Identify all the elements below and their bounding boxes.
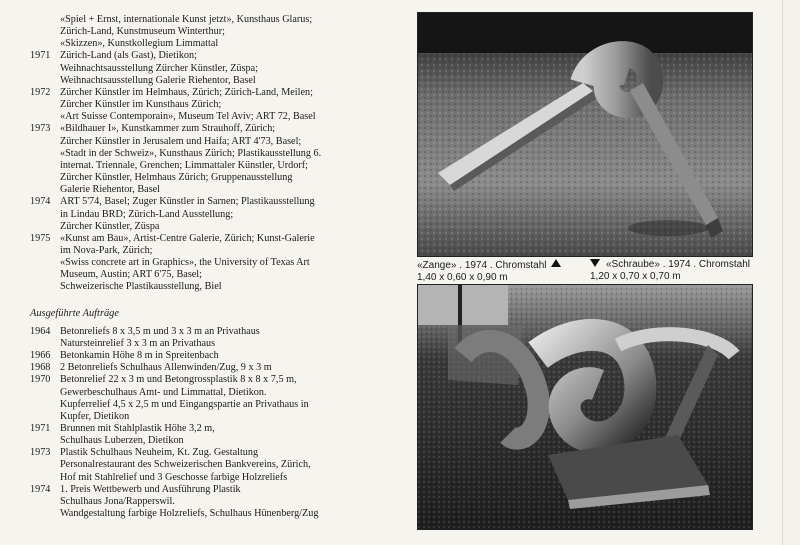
exhibition-line [30, 257, 390, 269]
caption-zange-title: «Zange» . 1974 . Chromstahl [417, 260, 547, 271]
exhibition-line-year [30, 245, 60, 257]
photo-zange-sculpture [417, 12, 753, 257]
exhibition-line-year [30, 148, 60, 160]
commission-line-year: 1970 [30, 374, 51, 386]
exhibition-line-year [30, 136, 60, 148]
commission-line-year: 1968 [30, 362, 51, 374]
commission-line-text: Schulhaus Jona/Rapperswil. [60, 495, 175, 507]
commission-line [30, 447, 390, 459]
triangle-up-icon [551, 259, 561, 267]
caption-zange [417, 259, 561, 284]
exhibition-line [30, 14, 390, 26]
exhibition-line-text: Zürcher Künstler, Helmhaus Zürich; Gruppenausstellung [60, 172, 293, 184]
exhibition-line-text: «Swiss concrete art in Graphics», the University of Texas Art [60, 257, 310, 269]
commission-line [30, 374, 390, 386]
exhibition-line-year [30, 269, 60, 281]
exhibition-line-text: Galerie Riehentor, Basel [60, 184, 161, 196]
commission-line [30, 435, 390, 447]
exhibition-line [30, 38, 390, 50]
commission-line-year [30, 399, 60, 411]
commission-line-year [30, 459, 60, 471]
commission-line-year [30, 387, 60, 399]
commission-line [30, 350, 390, 362]
exhibition-line-text: Zürcher Künstler in Jerusalem und Haifa; ART 4'73, Basel; [60, 135, 302, 147]
exhibition-line-year [30, 99, 60, 111]
commission-line [30, 338, 390, 350]
exhibition-line-text: ART 5'74, Basel; Zuger Künstler in Sarnen; Plastikausstellung [60, 196, 315, 208]
exhibition-line [30, 245, 390, 257]
commission-line-text: Wandgestaltung farbige Holzreliefs, Schulhaus Hünenberg/Zug [60, 508, 319, 520]
commission-line [30, 472, 390, 484]
exhibition-line-text: Weihnachtsausstellung Zürcher Künstler, Züspa; [60, 62, 258, 74]
commission-line-text: Betonreliefs 8 x 3,5 m und 3 x 3 m an Privathaus [60, 325, 260, 337]
commission-line-year [30, 472, 60, 484]
exhibition-line [30, 63, 390, 75]
exhibition-line [30, 26, 390, 38]
commission-line [30, 423, 390, 435]
exhibition-line-year [30, 172, 60, 184]
exhibition-line-text: «Stadt in der Schweiz», Kunsthaus Zürich; Plastikausstellung 6. [60, 147, 322, 159]
commission-line-year [30, 435, 60, 447]
commission-line-year: 1974 [30, 483, 51, 495]
exhibition-line [30, 221, 390, 233]
exhibition-line-year: 1972 [30, 86, 51, 98]
exhibition-line-text: Schweizerische Plastikausstellung, Biel [60, 281, 222, 293]
exhibition-line [30, 209, 390, 221]
commission-line [30, 508, 390, 520]
exhibition-line [30, 75, 390, 87]
exhibition-line-text: Weihnachtsausstellung Galerie Riehentor, Basel [60, 74, 256, 86]
commission-line-text: Kupfer, Dietikon [60, 410, 130, 422]
exhibition-line-year [30, 281, 60, 293]
exhibition-line-year [30, 257, 60, 269]
exhibition-line-text: Zürich-Land, Kunstmuseum Winterthur; [60, 26, 225, 38]
exhibition-line-year [30, 38, 60, 50]
exhibition-line-text: Zürich-Land (als Gast), Dietikon; [60, 50, 197, 62]
commission-line-text: Kupferrelief 4,5 x 2,5 m und Eingangspartie an Privathaus in [60, 398, 309, 410]
commission-line [30, 459, 390, 471]
exhibition-list [30, 14, 390, 294]
commission-line-text: Personalrestaurant des Schweizerischen Bankvereins, Zürich, [60, 459, 311, 471]
commission-line [30, 484, 390, 496]
exhibition-line-year [30, 63, 60, 75]
exhibition-line-text: «Spiel + Ernst, internationale Kunst jetzt», Kunsthaus Glarus; [60, 14, 313, 25]
exhibition-line-year: 1971 [30, 50, 51, 62]
text-column [30, 14, 390, 520]
caption-schraube-title: «Schraube» . 1974 . Chromstahl [606, 259, 750, 270]
exhibition-line [30, 269, 390, 281]
caption-schraube [590, 259, 750, 283]
commission-line-text: Plastik Schulhaus Neuheim, Kt. Zug. Gestaltung [60, 447, 259, 459]
exhibition-line-year [30, 111, 60, 123]
exhibition-line-year [30, 209, 60, 221]
exhibition-line [30, 196, 390, 208]
photo-schraube-sculpture [417, 284, 753, 530]
exhibition-line-text: Museum, Austin; ART 6'75, Basel; [60, 269, 202, 281]
exhibition-line-text: «Bildhauer I», Kunstkammer zum Strauhoff, Zürich; [60, 123, 276, 135]
exhibition-line-text: Zürcher Künstler im Helmhaus, Zürich; Zürich-Land, Meilen; [60, 86, 313, 98]
exhibition-line [30, 87, 390, 99]
commission-line-text: 1. Preis Wettbewerb und Ausführung Plastik [60, 483, 241, 495]
exhibition-line [30, 172, 390, 184]
commission-line [30, 411, 390, 423]
exhibition-line [30, 148, 390, 160]
commission-line-year [30, 338, 60, 350]
exhibition-line-text: «Art Suisse Contemporain», Museum Tel Aviv; ART 72, Basel [60, 111, 316, 123]
exhibition-line [30, 136, 390, 148]
exhibition-line [30, 111, 390, 123]
exhibition-line [30, 50, 390, 62]
commission-line-year: 1973 [30, 447, 51, 459]
exhibition-line [30, 160, 390, 172]
commission-line [30, 326, 390, 338]
commission-list [30, 326, 390, 521]
commission-line-year [30, 508, 60, 520]
exhibition-line-year: 1973 [30, 123, 51, 135]
commission-line-text: Betonkamin Höhe 8 m in Spreitenbach [60, 350, 219, 362]
exhibition-line-year [30, 75, 60, 87]
commission-line-text: Hof mit Stahlrelief und 3 Geschosse farbige Holzreliefs [60, 471, 288, 483]
exhibition-line [30, 99, 390, 111]
exhibition-line-year: 1975 [30, 232, 51, 244]
commission-line-year: 1971 [30, 423, 51, 434]
triangle-down-icon [590, 259, 600, 267]
caption-schraube-dimensions: 1,20 x 0,70 x 0,70 m [590, 271, 681, 282]
commission-line-year: 1964 [30, 325, 51, 337]
commission-line-text: Brunnen mit Stahlplastik Höhe 3,2 m, [60, 423, 215, 434]
commission-line [30, 399, 390, 411]
commission-line-text: Gewerbeschulhaus Amt- und Limmattal, Dietikon. [60, 386, 267, 398]
commission-line [30, 362, 390, 374]
exhibition-line [30, 123, 390, 135]
exhibition-line-year: 1974 [30, 196, 51, 208]
commission-line-year [30, 411, 60, 423]
exhibition-line-year [30, 221, 60, 233]
exhibition-line-year [30, 26, 60, 38]
commission-line-text: Schulhaus Luberzen, Dietikon [60, 435, 184, 447]
exhibition-line-text: «Kunst am Bau», Artist-Centre Galerie, Zürich; Kunst-Galerie [60, 232, 315, 244]
exhibition-line [30, 281, 390, 293]
exhibition-line-year [30, 14, 60, 26]
commission-line [30, 387, 390, 399]
commissions-heading: Ausgeführte Aufträge [30, 307, 119, 319]
exhibition-line [30, 233, 390, 245]
exhibition-line-text: internat. Triennale, Grenchen; Limmattaler Künstler, Urdorf; [60, 159, 308, 171]
exhibition-line-text: Zürcher Künstler, Züspa [60, 220, 160, 232]
commission-line [30, 496, 390, 508]
commission-line-text: Betonrelief 22 x 3 m und Betongrossplastik 8 x 8 x 7,5 m, [60, 374, 297, 386]
exhibition-line-text: «Skizzen», Kunstkollegium Limmattal [60, 38, 219, 50]
exhibition-line-text: Zürcher Künstler im Kunsthaus Zürich; [60, 99, 222, 111]
caption-zange-dimensions: 1,40 x 0,60 x 0,90 m [417, 272, 508, 283]
commission-line-text: 2 Betonreliefs Schulhaus Allenwinden/Zug, 9 x 3 m [60, 362, 272, 374]
commission-line-year: 1966 [30, 350, 51, 362]
exhibition-line-year [30, 184, 60, 196]
exhibition-line-text: im Nova-Park, Zürich; [60, 244, 153, 256]
commission-line-year [30, 496, 60, 508]
exhibition-line-year [30, 160, 60, 172]
exhibition-line-text: in Lindau BRD; Zürich-Land Ausstellung; [60, 208, 234, 220]
exhibition-line [30, 184, 390, 196]
commission-line-text: Natursteinrelief 3 x 3 m an Privathaus [60, 337, 216, 349]
